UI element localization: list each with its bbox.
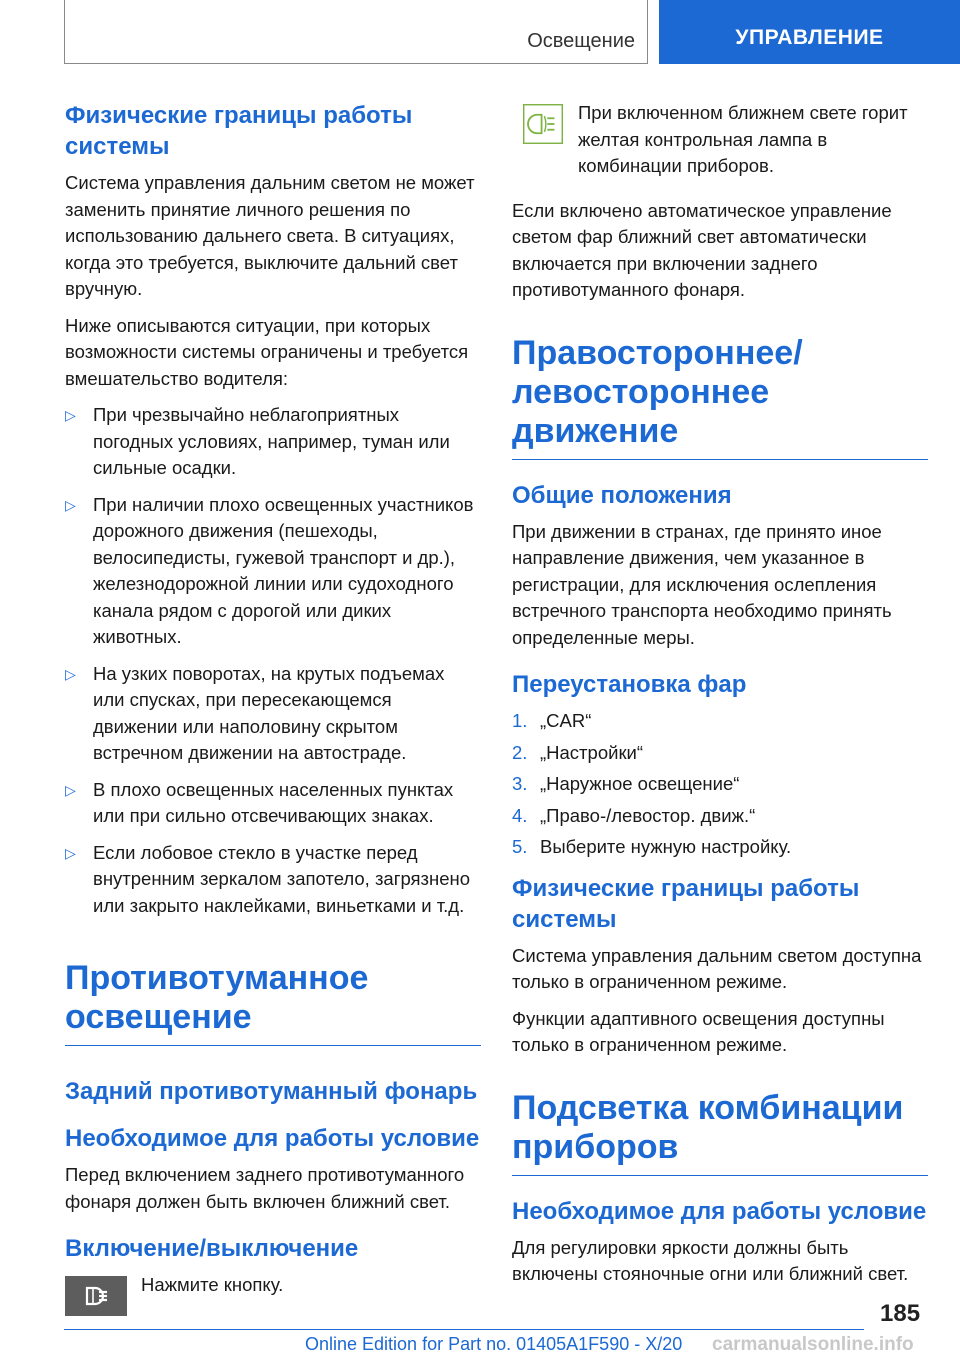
- list-item: 2. „Настройки“: [512, 741, 644, 763]
- list-item: 1. „CAR“: [512, 710, 592, 731]
- triangle-bullet-icon: ▷: [65, 496, 76, 513]
- heading-traffic-side: Правостороннее/ левостороннее движение: [512, 334, 928, 460]
- adjust-steps-list: [512, 708, 928, 861]
- list-item: ▷ При чрезвычайно неблагоприятных погодных условиях, например, туман или сильные осадки.: [65, 404, 450, 478]
- list-item: ▷ При наличии плохо освещенных участников дорожного движения (пешеходы, велосипедисты, гужевой транспорт и др.), железнодорожной линии или судоходного канала рядом с дорогой или диких животных.: [65, 493, 474, 647]
- triangle-bullet-icon: ▷: [65, 781, 76, 798]
- header-chapter-tab: УПРАВЛЕНИЕ: [659, 0, 960, 64]
- paragraph-limits-2: Ниже описываются ситуации, при которых возможности системы ограничены и требуется вмешательство водителя:: [65, 314, 469, 389]
- left-column: [65, 100, 481, 1322]
- header-section-box: [64, 0, 648, 64]
- footer-edition: Online Edition for Part no. 01405A1F590 - X/20: [305, 1334, 683, 1354]
- paragraph-operating-condition: Перед включением заднего противотуманного фонаря должен быть включен ближний свет.: [65, 1164, 465, 1212]
- list-item: 5. Выберите нужную настройку.: [512, 836, 792, 857]
- right-column: [512, 100, 928, 1298]
- footer-divider: [64, 1329, 864, 1330]
- triangle-bullet-icon: ▷: [65, 407, 76, 423]
- paragraph-operating-condition-2: Для регулировки яркости должны быть включены стояночные огни или ближний свет.: [512, 1236, 909, 1284]
- fog-indicator-lamp-icon: [512, 104, 574, 144]
- paragraph-press-button: Нажмите кнопку.: [141, 1274, 284, 1295]
- heading-system-limits: Физические границы работы системы: [65, 102, 413, 160]
- heading-headlight-adjust: Переустановка фар: [512, 671, 747, 698]
- indicator-lamp-row: [512, 100, 928, 180]
- paragraph-limits-1: Система управления дальним светом не может заменить принятие личного решения по использованию дальнего света. В ситуациях, когда это требуется, выключите дальний свет вручную.: [65, 172, 475, 299]
- heading-operating-condition-2: Необходимое для работы условие: [512, 1197, 927, 1225]
- limits-bullet-list: [65, 402, 481, 919]
- list-item: ▷ В плохо освещенных населенных пунктах или при сильно отсвечивающих знаках.: [65, 778, 454, 826]
- triangle-bullet-icon: ▷: [65, 844, 76, 861]
- heading-general: Общие положения: [512, 481, 732, 509]
- list-item: ▷ Если лобовое стекло в участке перед внутренним зеркалом запотело, загрязнено или закрыто наклейками, виньетками и т.д.: [65, 841, 471, 916]
- heading-instrument-illumination: Подсветка комбинации приборов: [512, 1089, 928, 1176]
- list-item: 3. „Наружное освещение“: [512, 773, 740, 794]
- page-number: 185: [880, 1300, 921, 1327]
- rear-fog-button-icon: [65, 1276, 127, 1316]
- heading-operating-condition: Необходимое для работы условие: [65, 1125, 480, 1152]
- paragraph-general: При движении в странах, где принято иное направление движения, чем указанное в регистрации, для исключения ослепления встречного транспорта необходимо принять определенные меры.: [512, 520, 892, 648]
- heading-system-limits-2: Физические границы работы системы: [512, 874, 860, 933]
- list-item: 4. „Право-/левостор. движ.“: [512, 804, 756, 826]
- paragraph-limits2-2: Функции адаптивного освещения доступны только в ограниченном режиме.: [512, 1007, 885, 1055]
- heading-rear-fog-light: Задний противотуманный фонарь: [65, 1078, 478, 1105]
- heading-fog-lights: Противотуманное освещение: [65, 959, 481, 1046]
- press-button-row: [65, 1272, 481, 1322]
- triangle-bullet-icon: ▷: [65, 665, 76, 682]
- list-item: ▷ На узких поворотах, на крутых подъемах или спусках, при пересекающемся движении или наполовину скрытом встречном движении на автостраде.: [65, 662, 445, 763]
- paragraph-indicator-lamp: При включенном ближнем свете горит желтая контрольная лампа в комбинации приборов.: [578, 102, 908, 176]
- paragraph-auto-light: Если включено автоматическое управление светом фар ближний свет автоматически включается при включении заднего противотуманного фонаря.: [512, 199, 892, 300]
- heading-switch-on-off: Включение/выключение: [65, 1235, 359, 1262]
- header-section-title: Освещение: [527, 30, 635, 52]
- footer-watermark: carmanualsonline.info: [712, 1334, 914, 1355]
- paragraph-limits2-1: Система управления дальним светом доступна только в ограниченном режиме.: [512, 944, 922, 992]
